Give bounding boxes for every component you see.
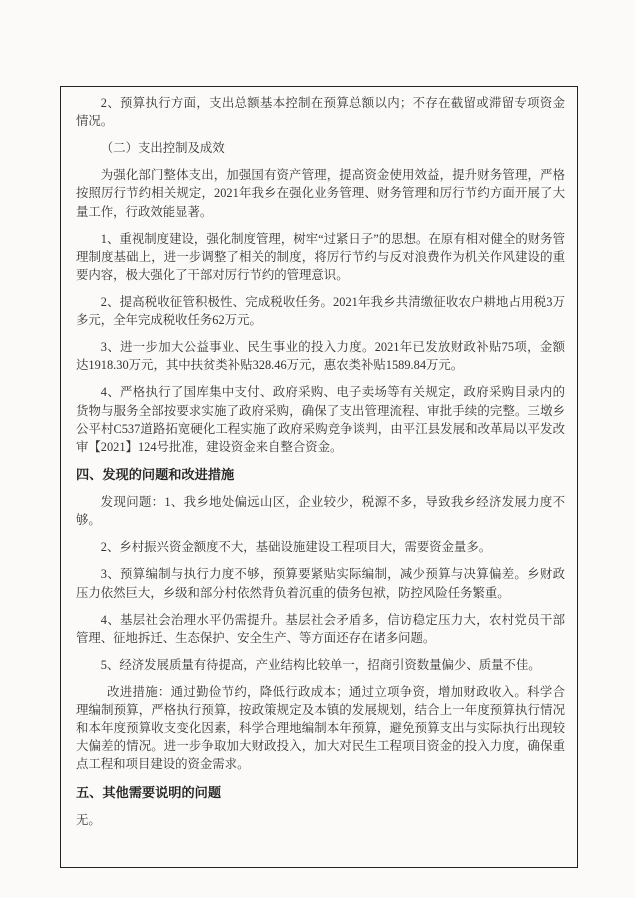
paragraph-problem-4: 4、基层社会治理水平仍需提升。基层社会矛盾多，信访稳定压力大，农村党员干部管理、征地拆迁、生态保护、安全生产、等方面还存在诸多问题。	[76, 612, 565, 645]
paragraph-problem-5: 5、经济发展质量有待提高，产业结构比较单一，招商引资数量偏少、质量不佳。	[100, 657, 541, 672]
paragraph-problem-3: 3、预算编制与执行力度不够，预算要紧贴实际编制，减少预算与决算偏差。乡财政压力依然巨大，乡级和部分村依然背负着沉重的债务包袱，防控风险任务繁重。	[76, 567, 565, 600]
paragraph-item-3: 3、进一步加大公益事业、民生事业的投入力度。2021年已发放财政补贴75项，金额达1918.30万元，其中扶贫类补贴328.46万元，惠农类补贴1589.84万元。	[76, 340, 565, 373]
paragraph-item-1: 1、重视制度建设，强化制度管理，树牢“过紧日子”的思想。在原有相对健全的财务管理制度基础上，进一步调整了相关的制度，将厉行节约与反对浪费作为机关作风建设的重要内容，极大强化了干部对厉行节约的管理意识。	[76, 231, 565, 282]
paragraph-budget-execution: 2、预算执行方面，支出总额基本控制在预算总额以内；不存在截留或滞留专项资金情况。	[76, 96, 565, 129]
paragraph-item-2: 2、提高税收征管积极性、完成税收任务。2021年我乡共清缴征收农户耕地占用税3万多元，全年完成税收任务62万元。	[76, 294, 565, 328]
paragraph-item-4: 4、严格执行了国库集中支付、政府采购、电子卖场等有关规定，政府采购目录内的货物与服务全部按要求实施了政府采购，确保了支出管理流程、审批手续的完整。三墩乡公平村C537道路拓宽硬化工程实施了政府采购竞争谈判，由平江县发展和改革局以平发改审【2021】124号批准，建设资金来自整合资金。	[76, 385, 565, 454]
paragraph-none: 无。	[76, 812, 101, 827]
report-table-cell	[60, 86, 578, 868]
paragraph-problem-2: 2、乡村振兴资金额度不大，基础设施建设工程项目大，需要资金量多。	[100, 540, 492, 555]
paragraph-improvement-measures: 改进措施：通过勤俭节约，降低行政成本；通过立项争资，增加财政收入。科学合理编制预算，严格执行预算，按政策规定及本镇的发展规划，结合上一年度预算执行情况和本年度预算收支变化因素，科学合理地编制本年预算，避免预算支出与实际执行出现较大偏差的情况。进一步争取加大财政投入，加大对民生工程项目资金的投入力度，确保重点工程和项目建设的资金需求。	[76, 685, 565, 772]
paragraph-problem-1: 发现问题：1、我乡地处偏远山区，企业较少，税源不多，导致我乡经济发展力度不够。	[76, 495, 565, 528]
paragraph-overview: 为强化部门整体支出，加强国有资产管理，提高资金使用效益，提升财务管理，严格按照厉行节约相关规定，2021年我乡在强化业务管理、财务管理和厉行节约方面开展了大量工作，行政效能显著。	[76, 168, 565, 219]
section-subheading-expenditure: （二）支出控制及成效	[100, 141, 225, 156]
section-heading-other-issues: 五、其他需要说明的问题	[76, 784, 222, 800]
section-heading-problems: 四、发现的问题和改进措施	[76, 466, 235, 482]
